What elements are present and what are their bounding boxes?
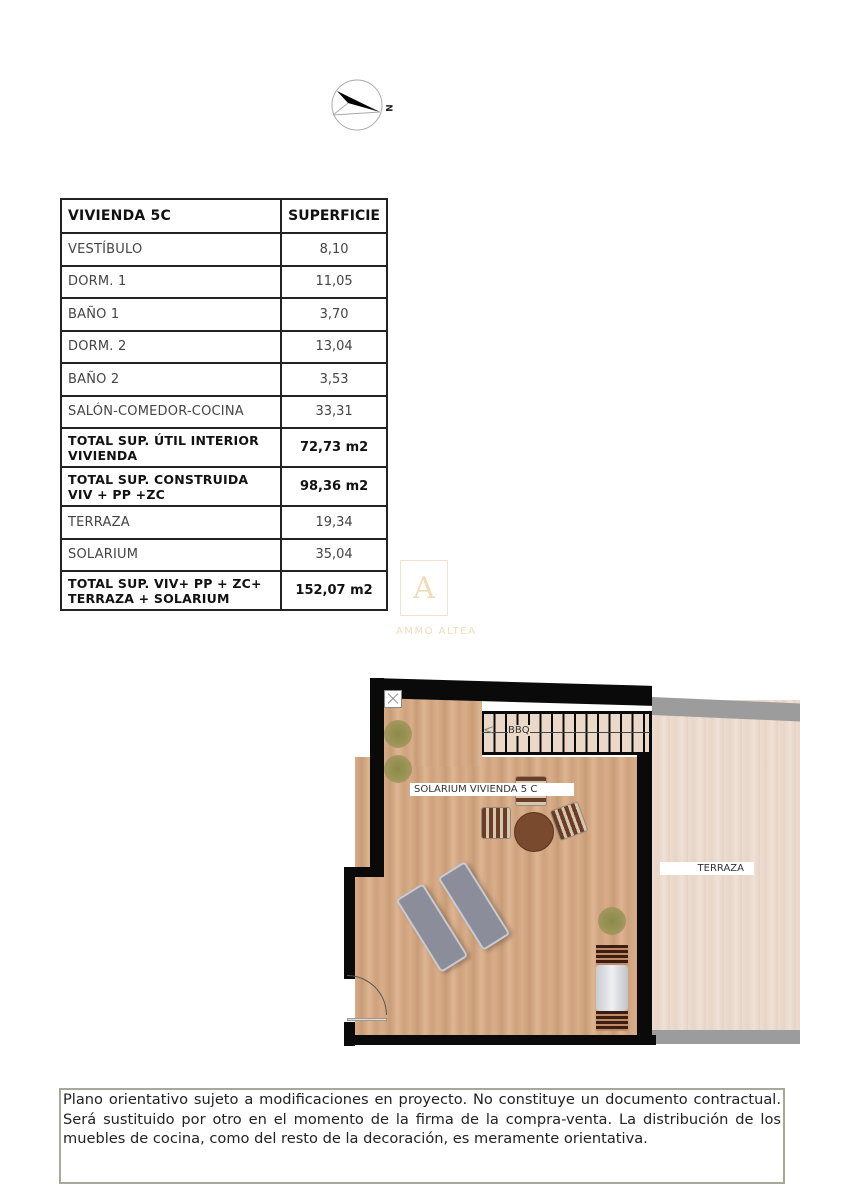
bbq-label: BBQ <box>508 725 530 736</box>
room-area: 11,05 <box>281 266 387 299</box>
terrace-label: TERRAZA <box>660 862 754 875</box>
solarium-label: SOLARIUM VIVIENDA 5 C <box>410 783 574 796</box>
plant-icon <box>384 755 412 783</box>
north-arrow-icon <box>330 78 384 132</box>
total-area: 72,73 m2 <box>281 428 387 467</box>
room-area: 33,31 <box>281 396 387 429</box>
table-total-row <box>61 571 387 610</box>
room-name: BAÑO 2 <box>61 363 281 396</box>
solarium-floor-upper <box>410 697 482 767</box>
total-name-line2: VIVIENDA <box>68 447 138 463</box>
table-row <box>61 266 387 299</box>
wall-south <box>344 1035 656 1045</box>
total-name <box>61 571 281 610</box>
wall-west-upper <box>370 678 384 873</box>
wall-east <box>637 753 652 1045</box>
total-name-line1: TOTAL SUP. ÚTIL INTERIOR <box>68 432 259 448</box>
compass-north-label: N <box>382 104 393 112</box>
table-row <box>61 539 387 572</box>
ventilation-shaft-icon <box>384 690 402 708</box>
table-total-row <box>61 428 387 467</box>
total-name-line1: TOTAL SUP. CONSTRUIDA <box>68 471 249 487</box>
total-area: 98,36 m2 <box>281 467 387 506</box>
table-header-name: VIVIENDA 5C <box>61 199 281 233</box>
compass-rose <box>330 78 384 132</box>
total-name <box>61 428 281 467</box>
table-row <box>61 363 387 396</box>
table-total-row <box>61 467 387 506</box>
disclaimer-box: Plano orientativo sujeto a modificaciones en proyecto. No constituye un documento contractual. Será sustituido por otro en el momento de la firma de la compra-venta. La distribución de los muebles de cocina, como del resto de la decoración, es meramente orientativa. <box>59 1088 785 1184</box>
total-name <box>61 467 281 506</box>
room-area: 3,53 <box>281 363 387 396</box>
round-table-icon <box>514 812 554 852</box>
solarium-floor <box>355 757 637 1037</box>
room-area: 13,04 <box>281 331 387 364</box>
bbq-counter <box>596 945 628 965</box>
total-name-line2: TERRAZA + SOLARIUM <box>68 590 230 606</box>
table-row <box>61 506 387 539</box>
room-name: DORM. 1 <box>61 266 281 299</box>
terrace-bottom-edge <box>652 1030 800 1044</box>
bbq-grill-icon <box>596 965 628 1011</box>
door-leaf <box>347 1018 387 1021</box>
wall-west-lower <box>344 867 355 979</box>
total-area: 152,07 m2 <box>281 571 387 610</box>
table-row <box>61 331 387 364</box>
room-name: SALÓN-COMEDOR-COCINA <box>61 396 281 429</box>
total-name-line1: TOTAL SUP. VIV+ PP + ZC+ <box>68 575 262 591</box>
table-row <box>61 298 387 331</box>
table-row <box>61 233 387 266</box>
table-header-value: SUPERFICIE <box>281 199 387 233</box>
floor-plan <box>340 675 810 1055</box>
table-row <box>61 396 387 429</box>
room-name: VESTÍBULO <box>61 233 281 266</box>
plant-icon <box>598 907 626 935</box>
total-name-line2: VIV + PP +ZC <box>68 486 165 502</box>
room-area: 35,04 <box>281 539 387 572</box>
table-header-row <box>61 199 387 233</box>
room-name: SOLARIUM <box>61 539 281 572</box>
room-name: TERRAZA <box>61 506 281 539</box>
room-area: 19,34 <box>281 506 387 539</box>
plant-icon <box>384 720 412 748</box>
room-name: DORM. 2 <box>61 331 281 364</box>
room-name: BAÑO 1 <box>61 298 281 331</box>
bbq-counter <box>596 1011 628 1031</box>
watermark-logo <box>400 560 448 616</box>
room-area: 3,70 <box>281 298 387 331</box>
stairs-arrow-icon: < <box>483 723 494 738</box>
watermark-text: AMMO ALTEA <box>396 626 477 637</box>
chair-icon <box>481 807 511 839</box>
area-table <box>60 198 388 611</box>
room-area: 8,10 <box>281 233 387 266</box>
watermark-letter: A <box>413 570 435 606</box>
